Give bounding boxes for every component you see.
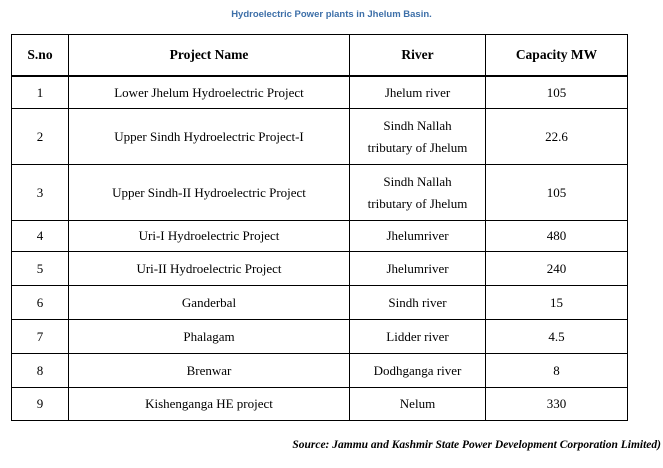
table-row <box>12 354 628 388</box>
river-line: Nelum <box>399 396 436 411</box>
table-row <box>12 286 628 320</box>
cell-capacity: 480 <box>486 221 628 252</box>
header-capacity: Capacity MW <box>486 35 628 77</box>
cell-capacity: 15 <box>486 286 628 320</box>
cell-capacity: 4.5 <box>486 320 628 354</box>
river-line: Jhelumriver <box>386 228 449 243</box>
cell-capacity: 105 <box>486 76 628 109</box>
cell-sno: 8 <box>12 354 69 388</box>
cell-project-name: Uri-I Hydroelectric Project <box>69 221 350 252</box>
cell-capacity: 8 <box>486 354 628 388</box>
table-row <box>12 252 628 286</box>
river-line-2: tributary of Jhelum <box>367 139 468 155</box>
cell-project-name: Brenwar <box>69 354 350 388</box>
cell-river <box>350 76 486 109</box>
cell-capacity: 240 <box>486 252 628 286</box>
river-line-2: tributary of Jhelum <box>367 195 468 211</box>
cell-river <box>350 286 486 320</box>
cell-river <box>350 252 486 286</box>
cell-project-name: Phalagam <box>69 320 350 354</box>
header-river: River <box>350 35 486 77</box>
table-header-row <box>12 35 628 77</box>
cell-sno: 5 <box>12 252 69 286</box>
table-row <box>12 76 628 109</box>
cell-project-name: Upper Sindh-II Hydroelectric Project <box>69 165 350 221</box>
river-line: Jhelumriver <box>386 260 449 276</box>
cell-sno: 1 <box>12 76 69 109</box>
table-row <box>12 320 628 354</box>
header-project-name: Project Name <box>69 35 350 77</box>
cell-sno: 4 <box>12 221 69 252</box>
cell-sno: 9 <box>12 388 69 421</box>
cell-project-name: Ganderbal <box>69 286 350 320</box>
table-row <box>12 388 628 421</box>
table-row <box>12 109 628 165</box>
river-line: Lidder river <box>386 328 449 344</box>
cell-capacity: 105 <box>486 165 628 221</box>
hydro-plants-table <box>11 34 628 421</box>
cell-capacity: 22.6 <box>486 109 628 165</box>
cell-project-name: Upper Sindh Hydroelectric Project-I <box>69 109 350 165</box>
table-row <box>12 221 628 252</box>
river-line: Sindh river <box>388 294 447 310</box>
cell-project-name: Uri-II Hydroelectric Project <box>69 252 350 286</box>
cell-capacity: 330 <box>486 388 628 421</box>
cell-project-name: Kishenganga HE project <box>69 388 350 421</box>
cell-river <box>350 354 486 388</box>
cell-project-name: Lower Jhelum Hydroelectric Project <box>69 76 350 109</box>
cell-river <box>350 221 486 252</box>
river-line: Sindh Nallah <box>383 117 452 133</box>
cell-sno: 7 <box>12 320 69 354</box>
table-row <box>12 165 628 221</box>
river-line: Jhelum river <box>384 84 451 100</box>
river-line: Sindh Nallah <box>383 173 452 189</box>
river-line: Dodhganga river <box>373 362 462 378</box>
cell-river <box>350 320 486 354</box>
source-note: Source: Jammu and Kashmir State Power Development Corporation Limited) <box>292 439 661 451</box>
cell-river <box>350 388 486 421</box>
table-caption: Hydroelectric Power plants in Jhelum Basin. <box>231 9 432 20</box>
header-sno: S.no <box>12 35 69 77</box>
cell-sno: 2 <box>12 109 69 165</box>
cell-river <box>350 165 486 221</box>
cell-river <box>350 109 486 165</box>
cell-sno: 3 <box>12 165 69 221</box>
cell-sno: 6 <box>12 286 69 320</box>
